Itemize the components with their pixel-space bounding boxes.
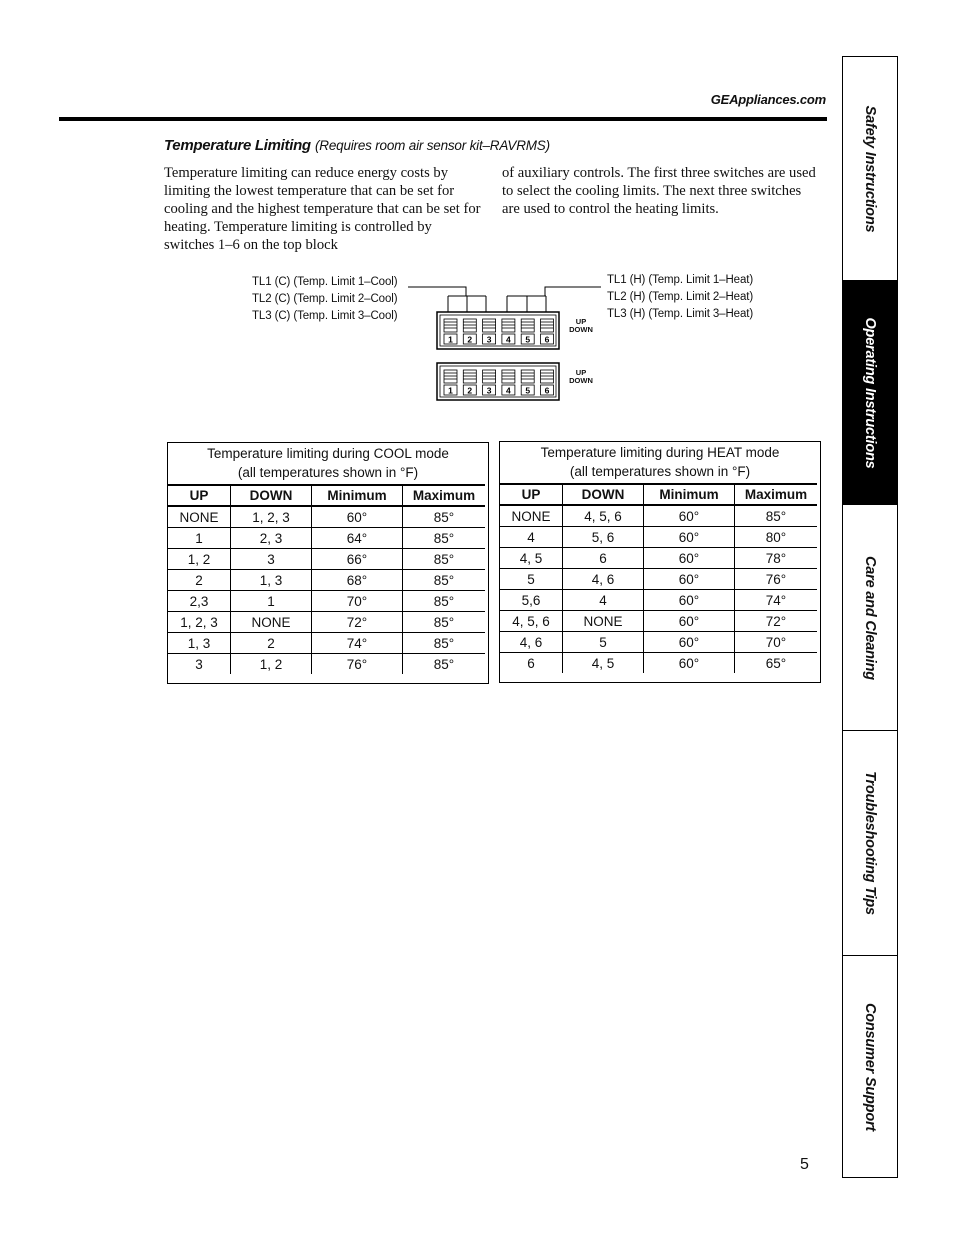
dip-switch (483, 370, 496, 396)
tab-label: Operating Instructions (862, 316, 878, 469)
heat-label-3: TL3 (H) (Temp. Limit 3–Heat) (607, 308, 754, 320)
heat-table-title (500, 442, 820, 481)
cell-up: 4, 6 (500, 632, 563, 653)
cell-minimum: 72° (312, 612, 403, 633)
cell-up: 1, 2 (168, 549, 231, 570)
dip-switch-number: 5 (525, 334, 531, 345)
cell-minimum: 68° (312, 570, 403, 591)
tab-label: Consumer Support (862, 1002, 878, 1131)
tab-label: Care and Cleaning (862, 555, 878, 680)
cool-label-1: TL1 (C) (Temp. Limit 1–Cool) (252, 276, 398, 288)
dip-switch-number: 3 (486, 334, 492, 345)
column-header-down: DOWN (563, 484, 644, 505)
heat-label-2: TL2 (H) (Temp. Limit 2–Heat) (607, 291, 754, 303)
dip-switch (541, 319, 554, 345)
cell-up: 5 (500, 569, 563, 590)
cool-label-2: TL2 (C) (Temp. Limit 2–Cool) (252, 293, 398, 305)
dip-switch-slot (463, 370, 476, 383)
section-tabs (842, 56, 898, 1178)
dip-switch-number: 4 (506, 385, 511, 396)
up-label: UP (575, 368, 587, 377)
column-header-up: UP (500, 484, 563, 505)
cell-minimum: 66° (312, 549, 403, 570)
cell-maximum: 85° (735, 505, 818, 527)
switch-diagram (240, 270, 780, 406)
dip-switch-number: 2 (467, 334, 473, 345)
column-header-minimum: Minimum (644, 484, 735, 505)
cell-maximum: 80° (735, 527, 818, 548)
cell-down: 4, 5, 6 (563, 505, 644, 527)
dip-switch-slot (502, 370, 515, 383)
dip-switch-number: 1 (448, 334, 453, 345)
column-header-maximum: Maximum (735, 484, 818, 505)
page-number: 5 (800, 1156, 809, 1173)
dip-switch-number: 1 (448, 385, 453, 396)
tab-consumer-support[interactable] (843, 956, 897, 1177)
cell-down: 2 (231, 633, 312, 654)
table-row (500, 505, 817, 527)
table-row (500, 590, 817, 611)
cell-maximum: 85° (403, 528, 486, 549)
dip-switch-number: 4 (506, 334, 511, 345)
table-row (168, 591, 485, 612)
table-row (500, 611, 817, 632)
cell-minimum: 74° (312, 633, 403, 654)
cool-mode-table (167, 442, 489, 684)
heat-table-title-line2: (all temperatures shown in °F) (569, 464, 751, 479)
column-header-up: UP (168, 485, 231, 506)
dip-switch-number: 5 (525, 385, 531, 396)
table-row (168, 506, 485, 528)
table-row (168, 570, 485, 591)
cell-up: NONE (500, 505, 563, 527)
table-row (500, 653, 817, 674)
cell-maximum: 85° (403, 570, 486, 591)
cell-maximum: 74° (735, 590, 818, 611)
table-row (500, 548, 817, 569)
table-row (168, 654, 485, 675)
cool-table-title-line1: Temperature limiting during COOL mode (207, 446, 449, 461)
dip-switch (521, 370, 534, 396)
cell-maximum: 70° (735, 632, 818, 653)
cell-maximum: 85° (403, 591, 486, 612)
dip-switch (502, 370, 515, 396)
cell-minimum: 64° (312, 528, 403, 549)
cell-down: 2, 3 (231, 528, 312, 549)
cell-up: 1, 3 (168, 633, 231, 654)
table-row (168, 528, 485, 549)
dip-switch-slot (444, 319, 457, 332)
switch-block-bottom (437, 363, 559, 400)
dip-switch (444, 370, 457, 396)
cell-down: 1, 2 (231, 654, 312, 675)
heat-table-title-line1: Temperature limiting during HEAT mode (540, 445, 780, 460)
tab-troubleshooting-tips[interactable] (843, 731, 897, 956)
dip-switch-slot (502, 319, 515, 332)
cell-maximum: 72° (735, 611, 818, 632)
cool-table-title (168, 443, 488, 482)
table-row (168, 612, 485, 633)
dip-switch-blocks (240, 270, 780, 406)
cell-up: 1 (168, 528, 231, 549)
cell-minimum: 60° (312, 506, 403, 528)
dip-switch (541, 370, 554, 396)
tab-operating-instructions[interactable] (843, 281, 897, 505)
cell-minimum: 60° (644, 548, 735, 569)
down-label: DOWN (569, 376, 593, 385)
section-title-subtitle: (Requires room air sensor kit–RAVRMS) (314, 138, 550, 153)
cell-down: 3 (231, 549, 312, 570)
cell-minimum: 76° (312, 654, 403, 675)
dip-switch (521, 319, 534, 345)
section-title (164, 137, 550, 154)
dip-switch (463, 370, 476, 396)
dip-switch-slot (521, 370, 534, 383)
cell-down: 4, 6 (563, 569, 644, 590)
dip-switch-slot (521, 319, 534, 332)
dip-switch (483, 319, 496, 345)
cell-down: 1 (231, 591, 312, 612)
cell-maximum: 78° (735, 548, 818, 569)
up-label: UP (575, 317, 587, 326)
dip-switch-slot (463, 319, 476, 332)
cell-up: 4 (500, 527, 563, 548)
dip-switch-slot (483, 370, 496, 383)
heat-mode-table (499, 441, 821, 683)
dip-switch (463, 319, 476, 345)
cell-maximum: 65° (735, 653, 818, 674)
table-row (500, 527, 817, 548)
dip-switch-slot (541, 370, 554, 383)
cell-up: NONE (168, 506, 231, 528)
cell-minimum: 60° (644, 569, 735, 590)
cell-up: 3 (195, 656, 203, 672)
cell-minimum: 60° (644, 653, 735, 674)
site-url: GEAppliances.com (710, 92, 826, 107)
cell-maximum: 85° (403, 506, 486, 528)
cell-minimum: 60° (644, 505, 735, 527)
cell-down: 6 (563, 548, 644, 569)
cool-table-title-line2: (all temperatures shown in °F) (237, 465, 419, 480)
switch-block-top (437, 312, 559, 349)
tab-label: Safety Instructions (862, 105, 878, 232)
cell-down: 4, 5 (563, 653, 644, 674)
cell-down: 1, 3 (231, 570, 312, 591)
heat-table-grid (500, 483, 817, 673)
down-label: DOWN (569, 325, 593, 334)
column-header-maximum: Maximum (403, 485, 486, 506)
paragraph-left: Temperature limiting can reduce energy costs by limiting the lowest temperature that can be set for cooling and the highest temperature that can be set for heating. Temperature limiting is controlled by switches 1–6 on the top block (164, 165, 481, 253)
dip-switch-slot (444, 370, 457, 383)
tab-label: Troubleshooting Tips (862, 771, 878, 915)
tab-care-and-cleaning[interactable] (843, 505, 897, 731)
dip-switch-slot (541, 319, 554, 332)
cell-up: 4, 5 (500, 548, 563, 569)
dip-switch-number: 6 (544, 334, 550, 345)
section-title-main: Temperature Limiting (164, 137, 311, 154)
cell-up: 6 (527, 655, 535, 671)
cell-up: 2 (168, 570, 231, 591)
table-row (168, 633, 485, 654)
cell-minimum: 60° (644, 611, 735, 632)
table-row (168, 549, 485, 570)
updown-label-top (565, 318, 597, 334)
paragraph-right: of auxiliary controls. The first three switches are used to select the cooling limits. The next three switches are used to control the heating limits. (502, 165, 816, 217)
cell-minimum: 60° (644, 527, 735, 548)
connector-lines (408, 287, 601, 312)
cell-up: 2,3 (168, 591, 231, 612)
dip-switch-slot (483, 319, 496, 332)
cell-down: NONE (231, 612, 312, 633)
dip-switch (444, 319, 457, 345)
cell-minimum: 60° (644, 590, 735, 611)
cell-minimum: 60° (644, 632, 735, 653)
cell-down: 5 (563, 632, 644, 653)
cell-down: 4 (563, 590, 644, 611)
cell-maximum: 76° (735, 569, 818, 590)
cell-maximum: 85° (403, 654, 486, 675)
dip-switch-number: 3 (486, 385, 492, 396)
cool-table-grid (168, 484, 485, 674)
cell-maximum: 85° (403, 549, 486, 570)
cell-up: 1, 2, 3 (168, 612, 231, 633)
dip-switch-number: 2 (467, 385, 473, 396)
cell-minimum: 70° (312, 591, 403, 612)
cell-up: 5,6 (500, 590, 563, 611)
dip-switch (502, 319, 515, 345)
cell-down: 5, 6 (563, 527, 644, 548)
cell-up: 4, 5, 6 (500, 611, 563, 632)
header-rule (59, 117, 827, 121)
cell-down: NONE (563, 611, 644, 632)
table-row (500, 632, 817, 653)
heat-label-1: TL1 (H) (Temp. Limit 1–Heat) (607, 274, 754, 286)
table-row (500, 569, 817, 590)
column-header-minimum: Minimum (312, 485, 403, 506)
column-header-down: DOWN (231, 485, 312, 506)
cool-label-3: TL3 (C) (Temp. Limit 3–Cool) (252, 310, 398, 322)
updown-label-bottom (565, 369, 597, 385)
cell-maximum: 85° (403, 633, 486, 654)
cell-maximum: 85° (403, 612, 486, 633)
dip-switch-number: 6 (544, 385, 550, 396)
tab-safety-instructions[interactable] (843, 57, 897, 281)
cell-down: 1, 2, 3 (231, 506, 312, 528)
